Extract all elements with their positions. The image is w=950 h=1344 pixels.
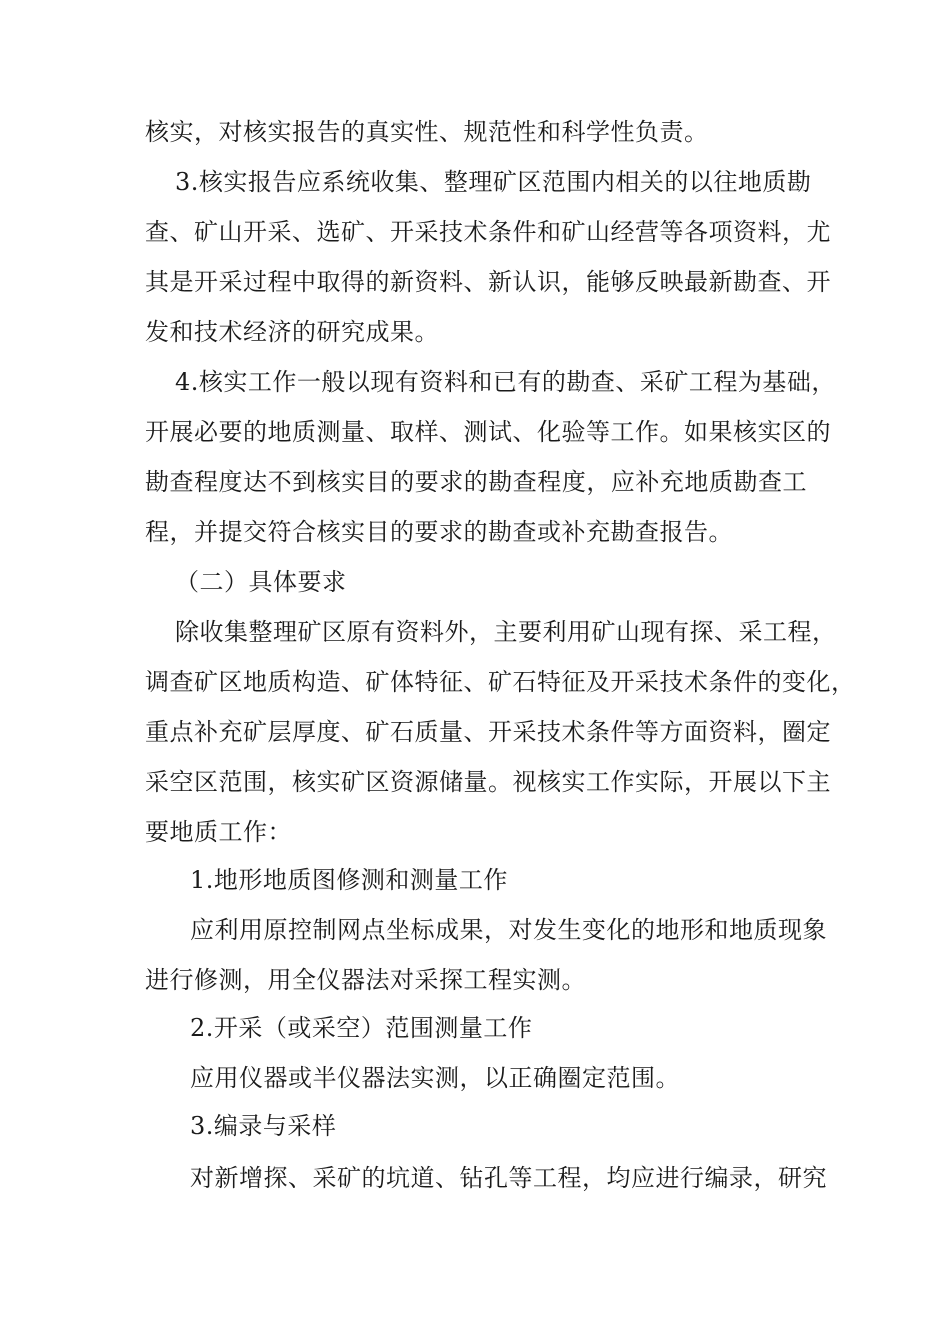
subsection-heading: 2.开采（或采空）范围测量工作 xyxy=(190,1014,533,1042)
text-line: 除收集整理矿区原有资料外，主要利用矿山现有探、采工程， xyxy=(175,618,837,646)
text-line: 要地质工作： xyxy=(145,818,292,846)
text-line: 应利用原控制网点坐标成果，对发生变化的地形和地质现象 xyxy=(190,916,827,944)
subsection-heading: 1.地形地质图修测和测量工作 xyxy=(190,866,508,894)
text-line: 采空区范围，核实矿区资源储量。视核实工作实际，开展以下主 xyxy=(145,768,831,796)
text-line: 对新增探、采矿的坑道、钻孔等工程，均应进行编录，研究 xyxy=(190,1164,827,1192)
text-line: 进行修测，用全仪器法对采探工程实测。 xyxy=(145,966,586,994)
text-line: 发和技术经济的研究成果。 xyxy=(145,318,439,346)
text-line: 其是开采过程中取得的新资料、新认识，能够反映最新勘查、开 xyxy=(145,268,831,296)
text-line: 程，并提交符合核实目的要求的勘查或补充勘查报告。 xyxy=(145,518,733,546)
text-line: 重点补充矿层厚度、矿石质量、开采技术条件等方面资料，圈定 xyxy=(145,718,831,746)
section-heading: （二）具体要求 xyxy=(175,568,347,596)
text-line: 应用仪器或半仪器法实测，以正确圈定范围。 xyxy=(190,1064,680,1092)
text-line: 3.核实报告应系统收集、整理矿区范围内相关的以往地质勘 xyxy=(175,168,812,196)
text-line: 核实，对核实报告的真实性、规范性和科学性负责。 xyxy=(145,118,709,146)
text-line: 4.核实工作一般以现有资料和已有的勘查、采矿工程为基础， xyxy=(175,368,836,396)
subsection-heading: 3.编录与采样 xyxy=(190,1112,337,1140)
text-line: 调查矿区地质构造、矿体特征、矿石特征及开采技术条件的变化， xyxy=(145,668,856,696)
text-line: 查、矿山开采、选矿、开采技术条件和矿山经营等各项资料，尤 xyxy=(145,218,831,246)
text-line: 勘查程度达不到核实目的要求的勘查程度，应补充地质勘查工 xyxy=(145,468,807,496)
text-line: 开展必要的地质测量、取样、测试、化验等工作。如果核实区的 xyxy=(145,418,831,446)
